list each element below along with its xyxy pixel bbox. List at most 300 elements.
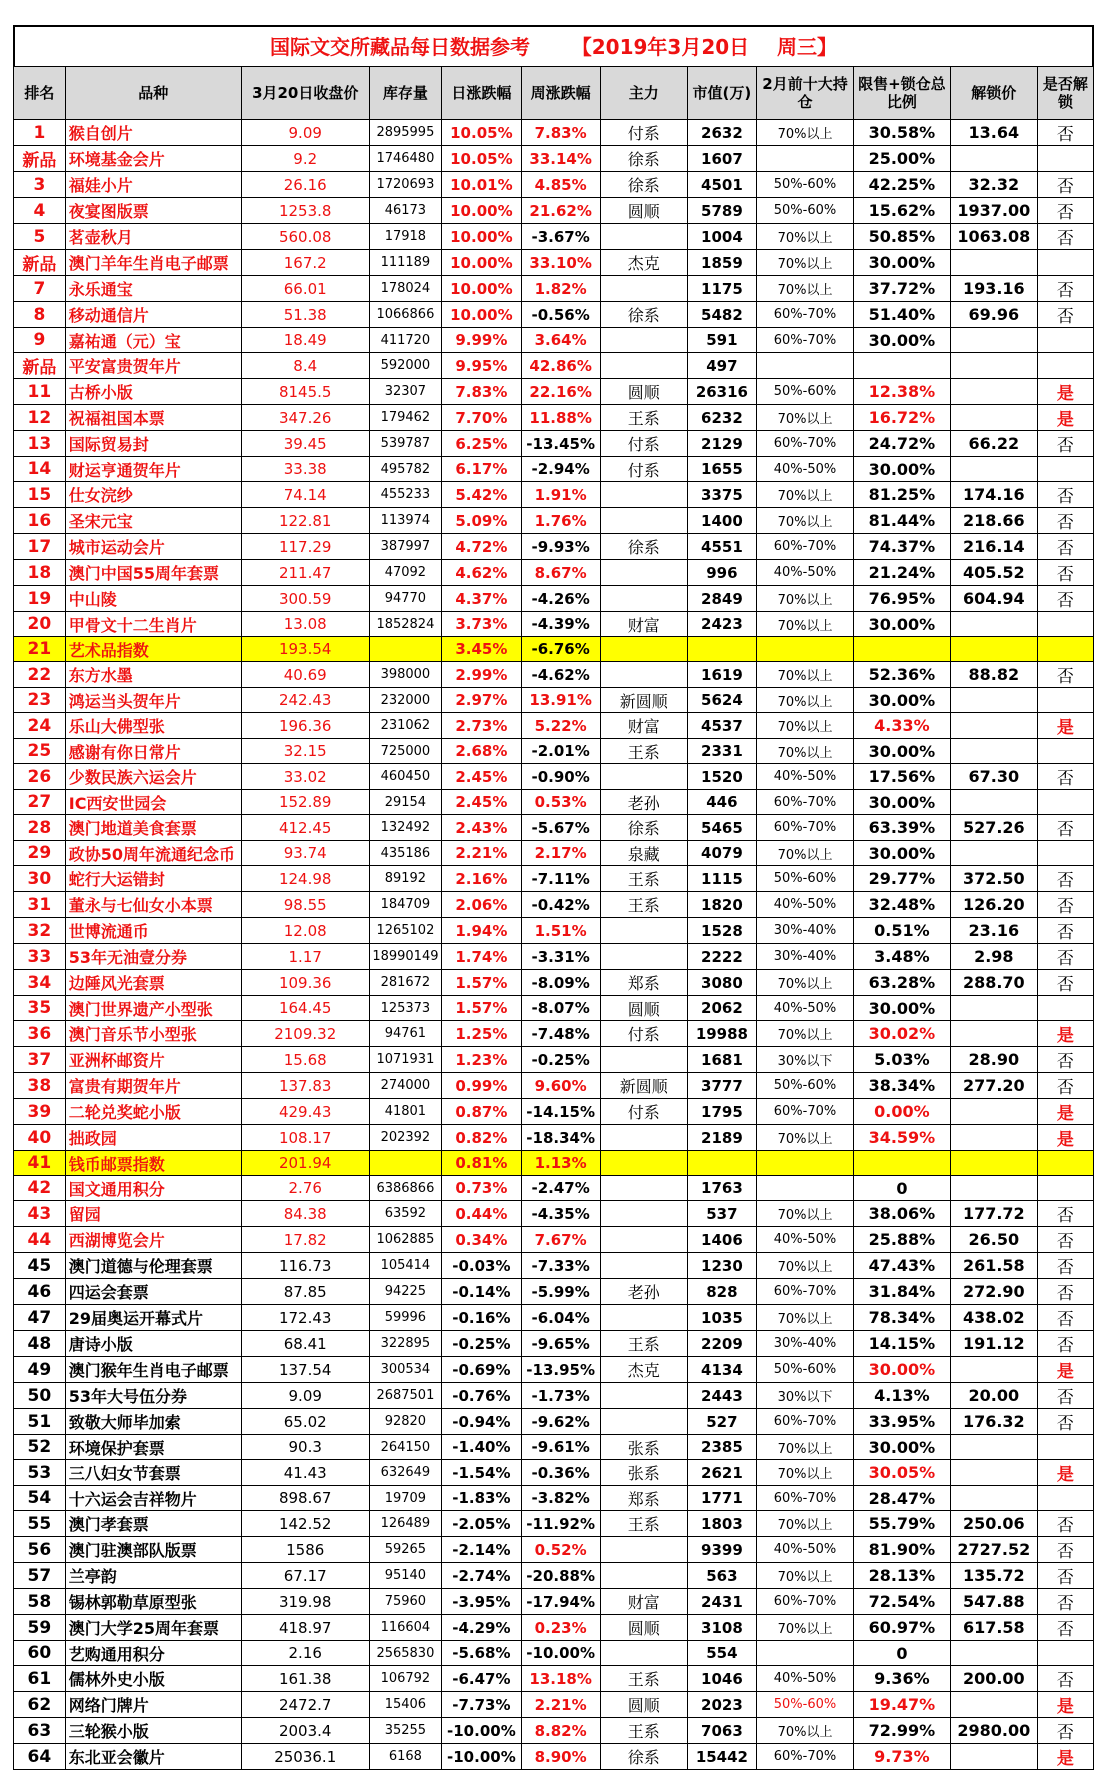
row-unlocked [1037, 1151, 1093, 1176]
row-locked-ratio [853, 1151, 950, 1176]
row-daily-change: -0.16% [442, 1305, 521, 1331]
row-unlocked: 否 [1037, 1253, 1093, 1279]
row-main-force [600, 482, 687, 508]
row-unlocked: 否 [1037, 172, 1093, 198]
col-header-market-value: 市值(万) [687, 67, 756, 120]
row-market-value: 2621 [687, 1460, 756, 1486]
row-close-price: 560.08 [241, 224, 369, 250]
row-daily-change: 10.01% [442, 172, 521, 198]
table-row [14, 1409, 1094, 1435]
row-rank: 13 [14, 431, 66, 457]
row-unlock-price: 66.22 [950, 431, 1037, 457]
row-market-value: 5465 [687, 815, 756, 841]
row-market-value: 4501 [687, 172, 756, 198]
row-top10-holdings: 60%-70% [757, 1589, 854, 1615]
row-unlocked: 否 [1037, 1511, 1093, 1537]
row-rank: 14 [14, 457, 66, 482]
row-main-force: 老孙 [600, 790, 687, 815]
row-top10-holdings: 70%以上 [757, 1511, 854, 1537]
row-stock: 231062 [369, 713, 442, 739]
row-locked-ratio: 81.44% [853, 508, 950, 534]
row-daily-change: 0.99% [442, 1073, 521, 1099]
row-top10-holdings [757, 353, 854, 379]
row-main-force: 付系 [600, 1021, 687, 1047]
row-unlocked: 否 [1037, 1227, 1093, 1253]
row-close-price: 347.26 [241, 405, 369, 431]
row-market-value: 1859 [687, 250, 756, 276]
row-top10-holdings: 70%以上 [757, 120, 854, 146]
row-main-force: 付系 [600, 120, 687, 146]
row-unlock-price: 32.32 [950, 172, 1037, 198]
row-close-price: 74.14 [241, 482, 369, 508]
row-top10-holdings: 70%以上 [757, 1615, 854, 1641]
row-market-value: 1619 [687, 662, 756, 688]
row-weekly-change: 4.85% [521, 172, 600, 198]
row-top10-holdings: 30%以下 [757, 1383, 854, 1409]
row-main-force [600, 276, 687, 302]
table-row [14, 1537, 1094, 1563]
row-locked-ratio: 14.15% [853, 1331, 950, 1357]
row-unlocked: 否 [1037, 1537, 1093, 1563]
row-unlocked [1037, 688, 1093, 713]
table-row [14, 1718, 1094, 1744]
row-unlock-price [950, 612, 1037, 637]
row-locked-ratio: 30.00% [853, 996, 950, 1021]
row-unlocked: 是 [1037, 1357, 1093, 1383]
row-weekly-change: 1.13% [521, 1151, 600, 1176]
row-weekly-change: -7.33% [521, 1253, 600, 1279]
row-weekly-change: -9.65% [521, 1331, 600, 1357]
row-market-value: 1803 [687, 1511, 756, 1537]
row-unlocked [1037, 739, 1093, 764]
row-daily-change: 2.73% [442, 713, 521, 739]
row-main-force: 徐系 [600, 172, 687, 198]
row-market-value: 2222 [687, 944, 756, 970]
row-weekly-change: 42.86% [521, 353, 600, 379]
row-unlock-price: 277.20 [950, 1073, 1037, 1099]
row-name: 政协50周年流通纪念币 [65, 841, 241, 866]
row-unlocked [1037, 612, 1093, 637]
row-name: 圣宋元宝 [65, 508, 241, 534]
row-stock: 274000 [369, 1073, 442, 1099]
table-row [14, 1511, 1094, 1537]
row-weekly-change: -18.34% [521, 1125, 600, 1151]
table-row [14, 405, 1094, 431]
row-unlock-price [950, 637, 1037, 662]
row-stock: 179462 [369, 405, 442, 431]
row-top10-holdings: 60%-70% [757, 1409, 854, 1435]
row-locked-ratio: 0 [853, 1176, 950, 1201]
row-rank: 8 [14, 302, 66, 328]
row-name: 三轮猴小版 [65, 1718, 241, 1744]
row-unlock-price: 547.88 [950, 1589, 1037, 1615]
row-unlocked: 否 [1037, 224, 1093, 250]
row-main-force: 财富 [600, 713, 687, 739]
row-locked-ratio: 30.00% [853, 841, 950, 866]
row-stock: 32307 [369, 379, 442, 405]
row-close-price: 429.43 [241, 1099, 369, 1125]
row-unlock-price: 20.00 [950, 1383, 1037, 1409]
row-close-price: 33.02 [241, 764, 369, 790]
row-top10-holdings: 60%-70% [757, 1486, 854, 1511]
row-market-value: 1400 [687, 508, 756, 534]
row-main-force: 圆顺 [600, 1615, 687, 1641]
row-unlocked [1037, 353, 1093, 379]
row-top10-holdings [757, 1176, 854, 1201]
row-main-force [600, 1253, 687, 1279]
row-close-price: 25036.1 [241, 1744, 369, 1770]
row-close-price: 40.69 [241, 662, 369, 688]
row-daily-change: 7.70% [442, 405, 521, 431]
row-main-force [600, 1201, 687, 1227]
row-unlock-price: 200.00 [950, 1666, 1037, 1692]
row-close-price: 9.09 [241, 1383, 369, 1409]
row-top10-holdings: 50%-60% [757, 1073, 854, 1099]
table-row [14, 120, 1094, 146]
row-unlock-price [950, 1125, 1037, 1151]
table-row [14, 1073, 1094, 1099]
row-market-value: 996 [687, 560, 756, 586]
row-stock: 94225 [369, 1279, 442, 1305]
row-daily-change: 5.09% [442, 508, 521, 534]
row-weekly-change: 9.60% [521, 1073, 600, 1099]
row-unlock-price [950, 1460, 1037, 1486]
row-unlocked: 是 [1037, 379, 1093, 405]
row-weekly-change: -0.42% [521, 892, 600, 918]
row-rank: 47 [14, 1305, 66, 1331]
row-unlock-price [950, 1021, 1037, 1047]
row-top10-holdings: 60%-70% [757, 302, 854, 328]
table-row [14, 815, 1094, 841]
row-unlock-price: 216.14 [950, 534, 1037, 560]
row-locked-ratio: 37.72% [853, 276, 950, 302]
row-rank: 49 [14, 1357, 66, 1383]
row-stock: 75960 [369, 1589, 442, 1615]
table-row [14, 250, 1094, 276]
col-header-weekly-change: 周涨跌幅 [521, 67, 600, 120]
row-stock: 63592 [369, 1201, 442, 1227]
row-unlock-price: 617.58 [950, 1615, 1037, 1641]
row-stock: 2687501 [369, 1383, 442, 1409]
row-unlock-price [950, 1641, 1037, 1666]
row-close-price: 124.98 [241, 866, 369, 892]
row-top10-holdings: 70%以上 [757, 405, 854, 431]
row-unlocked: 否 [1037, 1409, 1093, 1435]
row-name: 澳门猴年生肖电子邮票 [65, 1357, 241, 1383]
row-rank: 33 [14, 944, 66, 970]
row-unlock-price: 126.20 [950, 892, 1037, 918]
row-market-value: 1528 [687, 918, 756, 944]
row-daily-change: 10.00% [442, 302, 521, 328]
row-stock: 6386866 [369, 1176, 442, 1201]
row-market-value [687, 637, 756, 662]
row-main-force [600, 1047, 687, 1073]
row-weekly-change: 33.10% [521, 250, 600, 276]
row-name: 澳门世界遗产小型张 [65, 996, 241, 1021]
row-weekly-change: 8.90% [521, 1744, 600, 1770]
row-unlock-price: 438.02 [950, 1305, 1037, 1331]
row-locked-ratio: 72.99% [853, 1718, 950, 1744]
row-unlock-price: 191.12 [950, 1331, 1037, 1357]
row-weekly-change: -17.94% [521, 1589, 600, 1615]
row-rank: 36 [14, 1021, 66, 1047]
report-sheet [13, 25, 1094, 1770]
row-locked-ratio: 24.72% [853, 431, 950, 457]
row-top10-holdings: 50%-60% [757, 379, 854, 405]
row-top10-holdings: 30%-40% [757, 944, 854, 970]
row-stock: 59996 [369, 1305, 442, 1331]
row-rank: 新品 [14, 250, 66, 276]
row-unlock-price [950, 841, 1037, 866]
row-market-value: 4134 [687, 1357, 756, 1383]
row-unlocked [1037, 457, 1093, 482]
row-stock: 184709 [369, 892, 442, 918]
row-daily-change: 1.25% [442, 1021, 521, 1047]
row-close-price: 8.4 [241, 353, 369, 379]
row-name: 儒林外史小版 [65, 1666, 241, 1692]
row-weekly-change: -6.04% [521, 1305, 600, 1331]
row-locked-ratio: 30.00% [853, 328, 950, 353]
row-main-force: 张系 [600, 1460, 687, 1486]
row-name: IC西安世园会 [65, 790, 241, 815]
row-close-price: 137.54 [241, 1357, 369, 1383]
row-main-force: 王系 [600, 1511, 687, 1537]
row-rank: 41 [14, 1151, 66, 1176]
row-top10-holdings: 50%-60% [757, 1357, 854, 1383]
row-top10-holdings: 70%以上 [757, 586, 854, 612]
row-close-price: 1.17 [241, 944, 369, 970]
row-stock: 387997 [369, 534, 442, 560]
row-rank: 12 [14, 405, 66, 431]
row-locked-ratio: 3.48% [853, 944, 950, 970]
row-main-force [600, 1176, 687, 1201]
row-close-price: 32.15 [241, 739, 369, 764]
row-stock: 92820 [369, 1409, 442, 1435]
row-unlocked: 否 [1037, 1563, 1093, 1589]
row-stock: 1062885 [369, 1227, 442, 1253]
row-close-price: 1253.8 [241, 198, 369, 224]
row-locked-ratio: 34.59% [853, 1125, 950, 1151]
row-locked-ratio: 19.47% [853, 1692, 950, 1718]
row-weekly-change: -7.48% [521, 1021, 600, 1047]
row-top10-holdings [757, 1641, 854, 1666]
table-row [14, 560, 1094, 586]
row-top10-holdings: 70%以上 [757, 1305, 854, 1331]
row-unlock-price [950, 1176, 1037, 1201]
row-unlocked: 否 [1037, 764, 1093, 790]
col-header-stock: 库存量 [369, 67, 442, 120]
row-unlocked: 是 [1037, 1099, 1093, 1125]
row-locked-ratio: 25.00% [853, 146, 950, 172]
row-rank: 64 [14, 1744, 66, 1770]
row-close-price: 12.08 [241, 918, 369, 944]
row-unlocked [1037, 250, 1093, 276]
row-main-force: 王系 [600, 405, 687, 431]
row-market-value: 2385 [687, 1435, 756, 1460]
table-row [14, 1435, 1094, 1460]
row-rank: 1 [14, 120, 66, 146]
row-weekly-change: -13.45% [521, 431, 600, 457]
row-daily-change: -1.54% [442, 1460, 521, 1486]
row-stock: 19709 [369, 1486, 442, 1511]
table-row [14, 276, 1094, 302]
row-main-force [600, 1151, 687, 1176]
table-row [14, 970, 1094, 996]
row-top10-holdings: 70%以上 [757, 1460, 854, 1486]
row-unlock-price: 2.98 [950, 944, 1037, 970]
row-unlocked: 否 [1037, 534, 1093, 560]
row-top10-holdings: 70%以上 [757, 612, 854, 637]
row-daily-change: -0.14% [442, 1279, 521, 1305]
row-top10-holdings: 50%-60% [757, 198, 854, 224]
row-name: 富贵有期贺年片 [65, 1073, 241, 1099]
row-unlocked: 否 [1037, 1073, 1093, 1099]
row-close-price: 242.43 [241, 688, 369, 713]
row-daily-change: 10.05% [442, 120, 521, 146]
row-locked-ratio: 30.00% [853, 1435, 950, 1460]
row-weekly-change: 7.83% [521, 120, 600, 146]
row-rank: 新品 [14, 146, 66, 172]
row-stock: 725000 [369, 739, 442, 764]
row-close-price: 9.09 [241, 120, 369, 146]
row-rank: 50 [14, 1383, 66, 1409]
row-name: 留园 [65, 1201, 241, 1227]
row-unlocked [1037, 841, 1093, 866]
row-unlock-price [950, 250, 1037, 276]
row-locked-ratio: 74.37% [853, 534, 950, 560]
row-name: 乐山大佛型张 [65, 713, 241, 739]
row-rank: 43 [14, 1201, 66, 1227]
row-locked-ratio: 78.34% [853, 1305, 950, 1331]
row-market-value: 1771 [687, 1486, 756, 1511]
row-unlock-price [950, 146, 1037, 172]
row-unlock-price [950, 1486, 1037, 1511]
row-locked-ratio: 30.00% [853, 739, 950, 764]
report-title: 国际文交所藏品每日数据参考 【2019年3月20日 周三】 [13, 25, 1094, 66]
row-rank: 35 [14, 996, 66, 1021]
row-main-force [600, 637, 687, 662]
row-rank: 53 [14, 1460, 66, 1486]
row-main-force [600, 1537, 687, 1563]
table-row [14, 1021, 1094, 1047]
row-market-value: 527 [687, 1409, 756, 1435]
row-rank: 9 [14, 328, 66, 353]
row-daily-change: 0.87% [442, 1099, 521, 1125]
row-rank: 56 [14, 1537, 66, 1563]
row-top10-holdings [757, 146, 854, 172]
table-row [14, 1227, 1094, 1253]
row-daily-change: -0.76% [442, 1383, 521, 1409]
row-main-force [600, 764, 687, 790]
row-name: 财运亨通贺年片 [65, 457, 241, 482]
row-locked-ratio: 30.00% [853, 612, 950, 637]
row-market-value: 554 [687, 1641, 756, 1666]
table-row [14, 739, 1094, 764]
row-daily-change: -1.40% [442, 1435, 521, 1460]
row-locked-ratio: 9.73% [853, 1744, 950, 1770]
row-daily-change: 4.37% [442, 586, 521, 612]
row-name: 澳门地道美食套票 [65, 815, 241, 841]
row-unlocked: 否 [1037, 662, 1093, 688]
row-main-force: 郑系 [600, 1486, 687, 1511]
row-stock: 592000 [369, 353, 442, 379]
row-market-value: 537 [687, 1201, 756, 1227]
row-locked-ratio: 30.58% [853, 120, 950, 146]
row-rank: 30 [14, 866, 66, 892]
row-locked-ratio: 29.77% [853, 866, 950, 892]
row-close-price: 142.52 [241, 1511, 369, 1537]
row-weekly-change: 33.14% [521, 146, 600, 172]
row-daily-change: 9.99% [442, 328, 521, 353]
row-close-price: 117.29 [241, 534, 369, 560]
row-unlocked [1037, 1176, 1093, 1201]
row-daily-change: -0.25% [442, 1331, 521, 1357]
row-unlocked [1037, 1641, 1093, 1666]
row-name: 永乐通宝 [65, 276, 241, 302]
row-market-value: 2423 [687, 612, 756, 637]
row-main-force: 王系 [600, 892, 687, 918]
row-name: 国文通用积分 [65, 1176, 241, 1201]
row-top10-holdings: 40%-50% [757, 892, 854, 918]
table-row [14, 1305, 1094, 1331]
row-stock: 495782 [369, 457, 442, 482]
row-close-price: 116.73 [241, 1253, 369, 1279]
row-stock: 264150 [369, 1435, 442, 1460]
row-market-value: 2209 [687, 1331, 756, 1357]
row-unlock-price [950, 328, 1037, 353]
row-name: 董永与七仙女小本票 [65, 892, 241, 918]
table-row [14, 1357, 1094, 1383]
row-name: 拙政园 [65, 1125, 241, 1151]
row-top10-holdings: 40%-50% [757, 1537, 854, 1563]
row-weekly-change: 11.88% [521, 405, 600, 431]
row-rank: 3 [14, 172, 66, 198]
row-stock: 94761 [369, 1021, 442, 1047]
row-market-value: 1820 [687, 892, 756, 918]
row-locked-ratio: 63.28% [853, 970, 950, 996]
row-close-price: 84.38 [241, 1201, 369, 1227]
table-row [14, 841, 1094, 866]
row-weekly-change: -3.82% [521, 1486, 600, 1511]
row-name: 澳门音乐节小型张 [65, 1021, 241, 1047]
row-close-price: 2.16 [241, 1641, 369, 1666]
row-unlock-price: 88.82 [950, 662, 1037, 688]
row-locked-ratio: 63.39% [853, 815, 950, 841]
table-row [14, 996, 1094, 1021]
row-rank: 46 [14, 1279, 66, 1305]
col-header-name: 品种 [65, 67, 241, 120]
table-row [14, 1176, 1094, 1201]
row-close-price: 300.59 [241, 586, 369, 612]
row-weekly-change: -0.90% [521, 764, 600, 790]
row-unlock-price [950, 713, 1037, 739]
row-unlock-price: 372.50 [950, 866, 1037, 892]
row-rank: 55 [14, 1511, 66, 1537]
row-weekly-change: 0.53% [521, 790, 600, 815]
row-name: 四运会套票 [65, 1279, 241, 1305]
row-stock: 132492 [369, 815, 442, 841]
row-locked-ratio: 30.02% [853, 1021, 950, 1047]
row-weekly-change: -2.47% [521, 1176, 600, 1201]
row-stock: 178024 [369, 276, 442, 302]
row-locked-ratio: 4.13% [853, 1383, 950, 1409]
row-close-price: 41.43 [241, 1460, 369, 1486]
table-row [14, 172, 1094, 198]
row-daily-change: 2.97% [442, 688, 521, 713]
row-weekly-change: -0.56% [521, 302, 600, 328]
row-locked-ratio: 28.13% [853, 1563, 950, 1589]
row-top10-holdings: 50%-60% [757, 866, 854, 892]
